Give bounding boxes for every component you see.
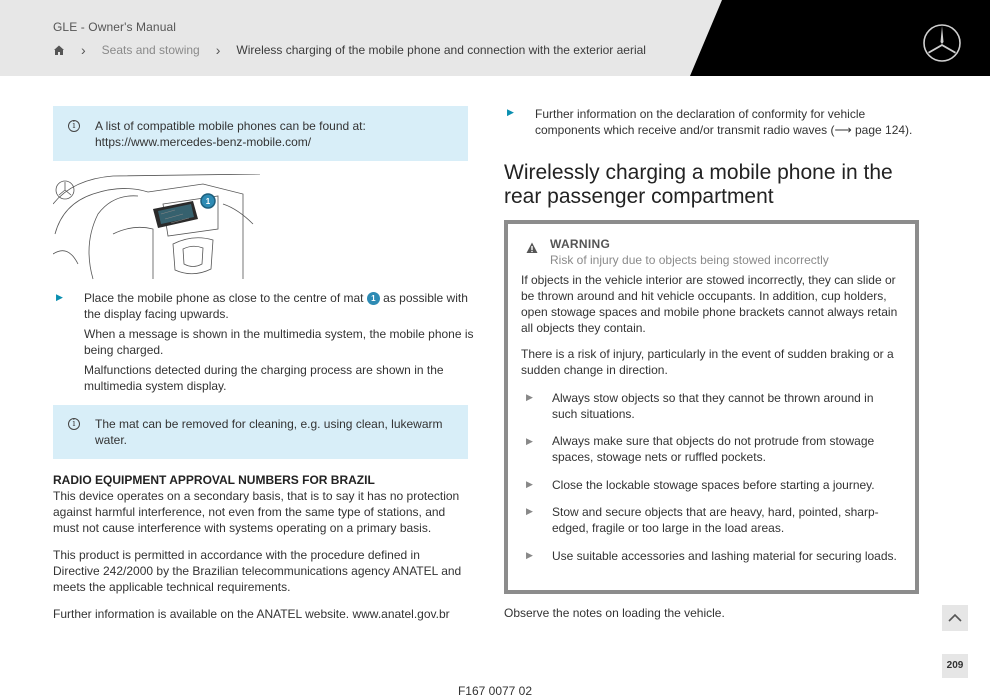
warning-subtitle: Risk of injury due to objects being stowed incorrectly bbox=[550, 253, 829, 267]
warning-paragraph-1: If objects in the vehicle interior are stowed incorrectly, they can slide or be thrown around and hit vehicle occupants. In addition, cup holders, open stowage spaces and mobile phone brackets cannot always retain all objects they contain. bbox=[521, 273, 898, 335]
radio-paragraph-2: This product is permitted in accordance with the procedure defined in Directive 242/2000 by the Brazilian telecommunications agency ANATEL and meets the applicable technical requirements. bbox=[53, 548, 462, 594]
warning-item: Always stow objects so that they cannot be thrown around in such situations. bbox=[552, 391, 874, 421]
warning-item: Always make sure that objects do not protrude from stowage spaces, stowage nets or ruffled pockets. bbox=[552, 434, 875, 464]
chevron-up-icon bbox=[942, 605, 968, 631]
chevron-right-icon: › bbox=[81, 42, 86, 58]
charging-mat-illustration bbox=[53, 174, 260, 280]
radio-paragraph-1: This device operates on a secondary basis, that is to say it has no protection against harmful interference, not even from the same type of stations, and must not cause interference with systems operating on a primary basis. bbox=[53, 489, 460, 535]
bullet-arrow-icon: ▶ bbox=[526, 392, 533, 402]
warning-paragraph-2: There is a risk of injury, particularly in the event of sudden braking or a sudden change in direction. bbox=[521, 347, 894, 377]
header-bar bbox=[0, 0, 990, 76]
callout-number: 1 bbox=[205, 197, 211, 206]
bullet-arrow-icon: ▶ bbox=[526, 506, 533, 516]
manual-title: GLE - Owner's Manual bbox=[53, 20, 177, 34]
further-info-conformity: Further information on the declaration of conformity for vehicle components which receive and/or transmit radio waves (⟶ page 124). bbox=[535, 107, 913, 137]
scroll-to-top-button[interactable] bbox=[942, 605, 968, 631]
chevron-right-icon: › bbox=[215, 42, 221, 58]
warning-item: Stow and secure objects that are heavy, hard, pointed, sharp-edged, fragile or too large in the load areas. bbox=[552, 505, 879, 535]
info-box-compatible-phones bbox=[53, 106, 468, 161]
info-box-mat-cleaning bbox=[53, 405, 468, 459]
info-text: The mat can be removed for cleaning, e.g. using clean, lukewarm water. bbox=[95, 417, 443, 447]
warning-title: WARNING bbox=[550, 237, 611, 251]
step-text-after: as possible with the display facing upwards. bbox=[84, 291, 468, 321]
observe-note: Observe the notes on loading the vehicle. bbox=[504, 606, 725, 620]
figure-code: F167 0077 02 bbox=[457, 684, 533, 698]
step-malfunction-text: Malfunctions detected during the charging process are shown in the multimedia system display. bbox=[84, 363, 444, 393]
bullet-arrow-icon: ▶ bbox=[526, 550, 533, 560]
section-title: Wirelessly charging a mobile phone in the rear passenger compartment bbox=[504, 161, 893, 208]
breadcrumb bbox=[53, 43, 646, 57]
mercedes-star-logo[interactable] bbox=[922, 23, 962, 63]
page-number-button[interactable]: 209 bbox=[942, 654, 968, 678]
warning-triangle-icon bbox=[526, 242, 538, 254]
info-text: A list of compatible mobile phones can be found at: https://www.mercedes-benz-mobile.com/ bbox=[95, 119, 366, 149]
warning-item: Use suitable accessories and lashing material for securing loads. bbox=[552, 549, 897, 563]
home-icon[interactable] bbox=[53, 44, 65, 56]
bullet-arrow-icon: ▶ bbox=[526, 479, 533, 489]
breadcrumb-link-seats[interactable]: Seats and stowing bbox=[101, 43, 200, 57]
info-icon: i bbox=[68, 418, 80, 430]
step-message-text: When a message is shown in the multimedia system, the mobile phone is being charged. bbox=[84, 327, 474, 357]
warning-box bbox=[504, 220, 919, 594]
bullet-arrow-icon: ▶ bbox=[507, 107, 514, 117]
info-icon: i bbox=[68, 120, 80, 132]
warning-item: Close the lockable stowage spaces before starting a journey. bbox=[552, 478, 875, 492]
bullet-arrow-icon: ▶ bbox=[56, 292, 63, 302]
radio-paragraph-3: Further information is available on the ANATEL website. www.anatel.gov.br bbox=[53, 607, 450, 621]
breadcrumb-current: Wireless charging of the mobile phone and connection with the exterior aerial bbox=[236, 43, 646, 57]
radio-approval-heading: RADIO EQUIPMENT APPROVAL NUMBERS FOR BRAZIL bbox=[53, 473, 375, 487]
step-text: Place the mobile phone as close to the centre of mat bbox=[84, 291, 364, 305]
bullet-arrow-icon: ▶ bbox=[526, 436, 533, 446]
step-place-phone bbox=[84, 290, 474, 322]
mat-callout-badge: 1 bbox=[367, 292, 380, 305]
